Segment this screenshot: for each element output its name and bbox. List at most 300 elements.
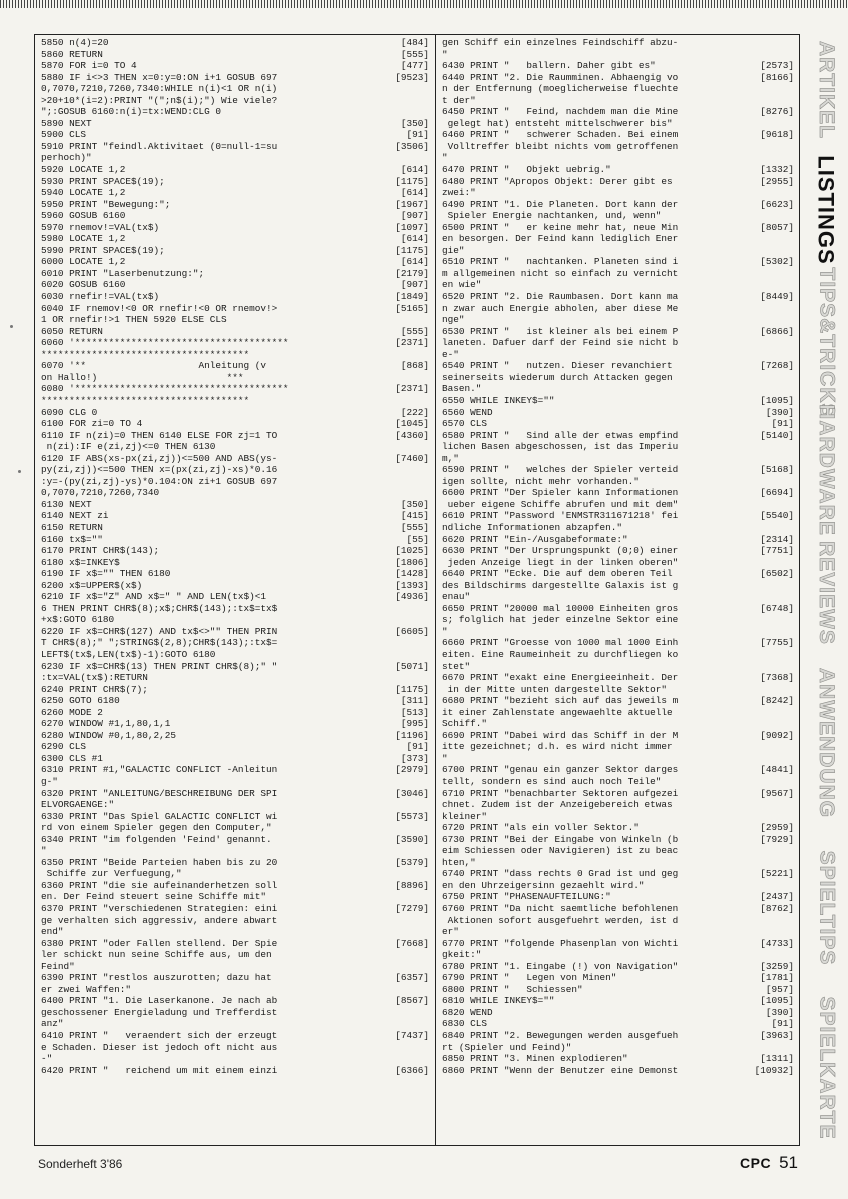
code-line: [442, 915, 794, 927]
code-text: 6790 PRINT " Legen von Minen": [442, 972, 617, 984]
code-line: [41, 984, 429, 996]
section-tab-artikel: [806, 40, 846, 140]
code-line: [41, 822, 429, 834]
code-text: jeden Anzeige liegt in der linken oberen": [442, 556, 679, 568]
checksum: [1849]: [395, 291, 429, 303]
code-line: [41, 268, 429, 280]
code-line: [41, 233, 429, 245]
code-line: [41, 222, 429, 234]
code-line: [41, 395, 429, 407]
code-line: [41, 279, 429, 291]
code-line: [442, 545, 794, 557]
code-line: [442, 1030, 794, 1042]
code-line: [442, 199, 794, 211]
code-text: e Schaden. Dieser ist jedoch oft nicht aus: [41, 1041, 278, 1053]
code-text: gen Schiff ein einzelnes Feindschiff abzu-: [442, 37, 679, 48]
checksum: [1806]: [395, 556, 429, 568]
checksum: [3046]: [395, 787, 429, 799]
code-text: 6140 NEXT zi: [41, 510, 109, 522]
code-text: 6740 PRINT "dass rechts 0 Grad ist und geg: [442, 868, 679, 880]
checksum: [868]: [400, 360, 429, 372]
code-line: [41, 418, 429, 430]
code-line: [41, 695, 429, 707]
code-line: [41, 661, 429, 673]
code-text: 6300 CLS #1: [41, 752, 103, 764]
checksum: [1025]: [395, 545, 429, 557]
code-line: [442, 707, 794, 719]
code-text: 6020 GOSUB 6160: [41, 279, 126, 291]
code-line: [442, 72, 794, 84]
code-line: [442, 637, 794, 649]
checksum: [6605]: [395, 625, 429, 637]
code-text: 6720 PRINT "als ein voller Sektor.": [442, 822, 639, 834]
code-text: Volltreffer bleibt nichts vom getroffenen: [442, 140, 679, 152]
section-tab-spielkarte: [806, 990, 846, 1145]
code-text: 5920 LOCATE 1,2: [41, 164, 126, 176]
checksum: [1095]: [760, 995, 794, 1007]
code-line: [442, 834, 794, 846]
code-line: [41, 164, 429, 176]
code-line: [41, 1018, 429, 1030]
code-line: [41, 915, 429, 927]
code-line: [41, 1042, 429, 1054]
section-tab-spieltips: [806, 830, 846, 985]
checksum: [7437]: [395, 1030, 429, 1042]
code-line: [442, 141, 794, 153]
code-line: [41, 753, 429, 765]
code-line: [41, 649, 429, 661]
code-line: [442, 326, 794, 338]
code-text: 5850 n(4)=20: [41, 37, 109, 48]
listing-column-left: [41, 37, 429, 1143]
code-line: [41, 72, 429, 84]
code-line: [41, 141, 429, 153]
section-tab-label: LISTINGS: [814, 155, 840, 265]
code-line: [41, 857, 429, 869]
code-line: [442, 210, 794, 222]
checksum: [3259]: [760, 960, 794, 972]
code-line: [41, 718, 429, 730]
code-line: [442, 1007, 794, 1019]
code-text: 6420 PRINT " reichend um mit einem einzi: [41, 1064, 278, 1076]
code-text: 0,7070,7210,7260,7340:WHILE n(i)<1 OR n(i): [41, 83, 278, 95]
code-text: rt (Spieler und Feind)": [442, 1041, 572, 1053]
checksum: [1967]: [395, 198, 429, 210]
code-text: 5960 GOSUB 6160: [41, 210, 126, 222]
code-line: [442, 60, 794, 72]
code-text: 6310 PRINT #1,"GALACTIC CONFLICT -Anleitun: [41, 764, 278, 776]
code-text: ": [41, 845, 47, 857]
code-line: [41, 1030, 429, 1042]
code-line: [41, 199, 429, 211]
code-text: 6550 WHILE INKEY$="": [442, 394, 555, 406]
checksum: [2437]: [760, 891, 794, 903]
code-line: [41, 834, 429, 846]
code-text: kleiner": [442, 810, 488, 822]
code-text: Aktionen sofort ausgefuehrt werden, ist d: [442, 914, 679, 926]
checksum: [415]: [400, 510, 429, 522]
checksum: [4360]: [395, 429, 429, 441]
code-text: 6280 WINDOW #0,1,80,2,25: [41, 729, 177, 741]
code-line: [442, 868, 794, 880]
code-text: 6150 RETURN: [41, 521, 103, 533]
code-text: en wie": [442, 279, 482, 291]
code-line: [442, 626, 794, 638]
code-line: [41, 891, 429, 903]
code-line: [442, 695, 794, 707]
checksum: [1175]: [395, 175, 429, 187]
code-text: 6570 CLS: [442, 418, 488, 430]
code-line: [442, 118, 794, 130]
code-text: g-": [41, 776, 58, 787]
code-line: [41, 637, 429, 649]
checksum: [484]: [400, 37, 429, 48]
code-text: 6410 PRINT " veraendert sich der erzeugt: [41, 1030, 278, 1042]
code-line: [41, 476, 429, 488]
code-text: m allgemeinen nicht so einfach zu vernicht: [442, 267, 679, 279]
code-text: 1 OR rnefir!>1 THEN 5920 ELSE CLS: [41, 314, 227, 326]
code-line: [442, 845, 794, 857]
code-line: [442, 418, 794, 430]
code-line: [41, 430, 429, 442]
code-text: 6170 PRINT CHR$(143);: [41, 545, 160, 557]
code-text: 6700 PRINT "genau ein ganzer Sektor darges: [442, 764, 679, 776]
code-text: 6130 NEXT: [41, 498, 92, 510]
code-line: [41, 383, 429, 395]
code-text: 6090 CLG 0: [41, 406, 98, 418]
code-line: [41, 972, 429, 984]
code-line: [41, 1065, 429, 1077]
code-line: [442, 880, 794, 892]
code-line: [442, 268, 794, 280]
code-line: [442, 811, 794, 823]
checksum: [4841]: [760, 764, 794, 776]
code-text: 6490 PRINT "1. Die Planeten. Dort kann der: [442, 198, 679, 210]
code-text: des Bildschirms dargestellte Galaxis ist g: [442, 579, 679, 591]
code-text: it einer Zahlenstate angewaehlte aktuelle: [442, 706, 673, 718]
code-line: [442, 661, 794, 673]
code-line: [442, 776, 794, 788]
code-text: gelegt hat) entsteht mittelschwerer bis": [442, 117, 673, 129]
code-text: ge verhalten sich aggressiv, andere abwart: [41, 914, 278, 926]
checksum: [5540]: [760, 510, 794, 522]
checksum: [55]: [406, 533, 429, 545]
code-text: 6240 PRINT CHR$(7);: [41, 683, 148, 695]
checksum: [1045]: [395, 418, 429, 430]
checksum: [2371]: [395, 337, 429, 349]
code-text: 6580 PRINT " Sind alle der etwas empfind: [442, 429, 679, 441]
code-line: [442, 233, 794, 245]
checksum: [390]: [765, 1006, 794, 1018]
code-text: en. Der Feind steuert seine Schiffe mit": [41, 891, 267, 903]
code-text: t der": [442, 94, 476, 106]
code-line: [442, 383, 794, 395]
code-line: [41, 626, 429, 638]
checksum: [614]: [400, 164, 429, 176]
column-divider: [435, 34, 436, 1146]
code-line: [442, 464, 794, 476]
section-tab-label: SPIELKARTE: [815, 995, 839, 1140]
code-text: 6200 x$=UPPER$(x$): [41, 579, 143, 591]
code-line: [41, 788, 429, 800]
top-edge-rule: [0, 0, 848, 8]
code-line: [41, 291, 429, 303]
checksum: [5165]: [395, 302, 429, 314]
code-line: [41, 799, 429, 811]
code-line: [442, 972, 794, 984]
checksum: [2371]: [395, 383, 429, 395]
code-line: [442, 684, 794, 696]
code-line: [442, 510, 794, 522]
code-text: ": [442, 48, 448, 60]
code-line: [41, 49, 429, 61]
code-line: [41, 441, 429, 453]
code-line: [41, 187, 429, 199]
checksum: [1097]: [395, 221, 429, 233]
page-number: 51: [779, 1153, 798, 1172]
code-text: 6520 PRINT "2. Die Raumbasen. Dort kann ma: [442, 291, 679, 303]
code-line: [41, 118, 429, 130]
code-line: [41, 499, 429, 511]
code-line: [41, 337, 429, 349]
code-line: [442, 95, 794, 107]
code-text: 6650 PRINT "20000 mal 10000 Einheiten gros: [442, 602, 679, 614]
margin-speck: [10, 325, 13, 328]
code-line: [41, 776, 429, 788]
code-text: 6680 PRINT "bezieht sich auf das jeweils m: [442, 695, 679, 707]
code-line: [442, 372, 794, 384]
checksum: [8567]: [395, 995, 429, 1007]
code-text: rd von einem Spieler gegen den Computer,": [41, 822, 272, 834]
code-text: 6710 PRINT "benachbarter Sektoren aufgezei: [442, 787, 679, 799]
code-line: [41, 603, 429, 615]
checksum: [6866]: [760, 325, 794, 337]
code-text: 6690 PRINT "Dabei wird das Schiff in der M: [442, 729, 679, 741]
checksum: [7755]: [760, 637, 794, 649]
checksum: [6366]: [395, 1064, 429, 1076]
code-text: ELVORGAENGE:": [41, 799, 115, 811]
code-text: gie": [442, 244, 465, 256]
code-text: 6360 PRINT "die sie aufeinanderhetzen soll: [41, 879, 278, 891]
code-text: 6330 PRINT "Das Spiel GALACTIC CONFLICT wi: [41, 810, 278, 822]
code-text: 6260 MODE 2: [41, 706, 103, 718]
code-text: laneten. Dafuer darf der Feind sie nicht b: [442, 337, 679, 349]
margin-speck: [18, 470, 21, 473]
checksum: [4936]: [395, 591, 429, 603]
code-line: [41, 522, 429, 534]
code-line: [41, 938, 429, 950]
code-text: 6290 CLS: [41, 741, 87, 753]
code-text: lichen Basen abgeschossen, ist das Imperiu: [442, 441, 679, 453]
code-line: [442, 245, 794, 257]
checksum: [614]: [400, 187, 429, 199]
checksum: [222]: [400, 406, 429, 418]
code-text: ": [442, 752, 448, 764]
checksum: [614]: [400, 233, 429, 245]
code-line: [442, 1018, 794, 1030]
section-tab-reviews: [806, 530, 846, 655]
checksum: [5302]: [760, 256, 794, 268]
checksum: [1781]: [760, 972, 794, 984]
checksum: [2179]: [395, 267, 429, 279]
code-line: [442, 788, 794, 800]
code-text: 6510 PRINT " nachtanken. Planeten sind i: [442, 256, 679, 268]
code-text: 6050 RETURN: [41, 325, 103, 337]
section-tab-label: ANWENDUNG: [815, 667, 838, 818]
code-line: [41, 580, 429, 592]
checksum: [2959]: [760, 822, 794, 834]
checksum: [6623]: [760, 198, 794, 210]
checksum: [5221]: [760, 868, 794, 880]
code-text: 5950 PRINT "Bewegung:";: [41, 198, 171, 210]
checksum: [7279]: [395, 903, 429, 915]
code-text: 6610 PRINT "Password 'ENMSTR311671218' fei: [442, 510, 679, 522]
code-line: [41, 129, 429, 141]
code-line: [442, 938, 794, 950]
code-line: [41, 741, 429, 753]
code-line: [41, 684, 429, 696]
code-text: 5910 PRINT "feindl.Aktivitaet (0=null-1=su: [41, 140, 278, 152]
code-text: 5980 LOCATE 1,2: [41, 233, 126, 245]
checksum: [907]: [400, 279, 429, 291]
code-line: [442, 649, 794, 661]
code-text: +x$:GOTO 6180: [41, 614, 115, 626]
code-text: 6370 PRINT "verschiedenen Strategien: eini: [41, 903, 278, 915]
code-text: py(zi,zj))<=500 THEN x=(px(zi,zj)-xs)*0.16: [41, 464, 278, 476]
code-line: [442, 753, 794, 765]
code-text: 5990 PRINT SPACE$(19);: [41, 244, 165, 256]
checksum: [614]: [400, 256, 429, 268]
code-text: 6270 WINDOW #1,1,80,1,1: [41, 718, 171, 730]
checksum: [3506]: [395, 140, 429, 152]
code-text: :tx=VAL(tx$):RETURN: [41, 672, 148, 684]
code-line: [41, 591, 429, 603]
code-line: [41, 360, 429, 372]
code-line: [442, 441, 794, 453]
code-line: [442, 672, 794, 684]
code-text: 6250 GOTO 6180: [41, 695, 120, 707]
code-text: n(zi):IF e(zi,zj)<=0 THEN 6130: [41, 441, 216, 453]
code-text: ueber eigene Schiffe abrufen und mit dem": [442, 498, 679, 510]
code-text: 5930 PRINT SPACE$(19);: [41, 175, 165, 187]
code-text: 6190 IF x$="" THEN 6180: [41, 568, 171, 580]
code-text: 6470 PRINT " Objekt uebrig.": [442, 164, 611, 176]
code-line: [442, 129, 794, 141]
code-line: [41, 903, 429, 915]
code-line: [41, 464, 429, 476]
code-text: 6660 PRINT "Groesse von 1000 mal 1000 Einh: [442, 637, 679, 649]
checksum: [7268]: [760, 360, 794, 372]
checksum: [5071]: [395, 660, 429, 672]
code-line: [442, 557, 794, 569]
section-tab-label: HARDWARE: [815, 404, 839, 536]
checksum: [8057]: [760, 221, 794, 233]
checksum: [2955]: [760, 175, 794, 187]
code-line: [41, 326, 429, 338]
code-line: [442, 764, 794, 776]
checksum: [8166]: [760, 71, 794, 83]
code-line: [442, 580, 794, 592]
code-line: [442, 187, 794, 199]
code-text: Feind": [41, 960, 75, 972]
code-line: [442, 568, 794, 580]
code-text: 6500 PRINT " er keine mehr hat, neue Min: [442, 221, 679, 233]
code-text: itte gezeichnet; d.h. es wird nicht immer: [442, 741, 673, 753]
code-text: tellt, sondern es sind auch noch Teile": [442, 776, 662, 787]
checksum: [10932]: [754, 1064, 794, 1076]
code-line: [41, 1053, 429, 1065]
code-line: [442, 49, 794, 61]
checksum: [1175]: [395, 683, 429, 695]
code-line: [442, 349, 794, 361]
code-text: 6670 PRINT "exakt eine Energieeinheit. Der: [442, 672, 679, 684]
checksum: [8449]: [760, 291, 794, 303]
code-text: 6780 PRINT "1. Eingabe (!) von Navigation": [442, 960, 679, 972]
checksum: [1393]: [395, 579, 429, 591]
code-text: on Hallo!) ***: [41, 371, 244, 383]
code-text: 6180 x$=INKEY$: [41, 556, 120, 568]
checksum: [350]: [400, 117, 429, 129]
code-line: [442, 487, 794, 499]
code-line: [442, 395, 794, 407]
code-line: [442, 591, 794, 603]
checksum: [6694]: [760, 487, 794, 499]
code-text: 6040 IF rnemov!<0 OR rnefir!<0 OR rnemov!>: [41, 302, 278, 314]
checksum: [907]: [400, 210, 429, 222]
checksum: [8276]: [760, 106, 794, 118]
code-line: [41, 314, 429, 326]
code-line: [41, 152, 429, 164]
checksum: [7929]: [760, 833, 794, 845]
section-tab-hardware: [806, 404, 846, 536]
code-text: geschossener Energieladung und Trefferdist: [41, 1006, 278, 1018]
code-text: m,": [442, 452, 459, 464]
code-line: [442, 522, 794, 534]
code-text: ler schickt nun seine Schiffe aus, um den: [41, 949, 272, 961]
code-line: [442, 37, 794, 49]
code-text: 6840 PRINT "2. Bewegungen werden ausgefueh: [442, 1030, 679, 1042]
checksum: [311]: [400, 695, 429, 707]
code-line: [442, 614, 794, 626]
code-line: [41, 83, 429, 95]
code-line: [442, 360, 794, 372]
code-line: [442, 430, 794, 442]
magazine-brand: CPC: [740, 1155, 772, 1171]
checksum: [9618]: [760, 129, 794, 141]
checksum: [8762]: [760, 903, 794, 915]
checksum: [513]: [400, 706, 429, 718]
checksum: [7460]: [395, 452, 429, 464]
code-text: 6120 IF ABS(xs-px(zi,zj))<=500 AND ABS(ys-: [41, 452, 278, 464]
code-text: n der Entfernung (moeglicherweise fluechte: [442, 83, 679, 95]
checksum: [350]: [400, 498, 429, 510]
code-line: [442, 903, 794, 915]
section-tab-label: ARTIKEL: [815, 41, 838, 139]
code-text: LEFT$(tx$,LEN(tx$)-1):GOTO 6180: [41, 648, 216, 660]
code-line: [442, 1053, 794, 1065]
code-text: 6390 PRINT "restlos auszurotten; dazu hat: [41, 972, 272, 984]
code-line: [41, 210, 429, 222]
code-text: ": [442, 625, 448, 637]
code-line: [41, 1007, 429, 1019]
code-text: 6230 IF x$=CHR$(13) THEN PRINT CHR$(8);" ": [41, 660, 278, 672]
code-text: seinerseits wiederum durch Attacken gegen: [442, 371, 673, 383]
code-line: [442, 949, 794, 961]
checksum: [555]: [400, 521, 429, 533]
code-text: 6820 WEND: [442, 1006, 493, 1018]
code-text: in der Mitte unten dargestellte Sektor": [442, 683, 668, 695]
code-text: 5880 IF i<>3 THEN x=0:y=0:ON i+1 GOSUB 697: [41, 71, 278, 83]
